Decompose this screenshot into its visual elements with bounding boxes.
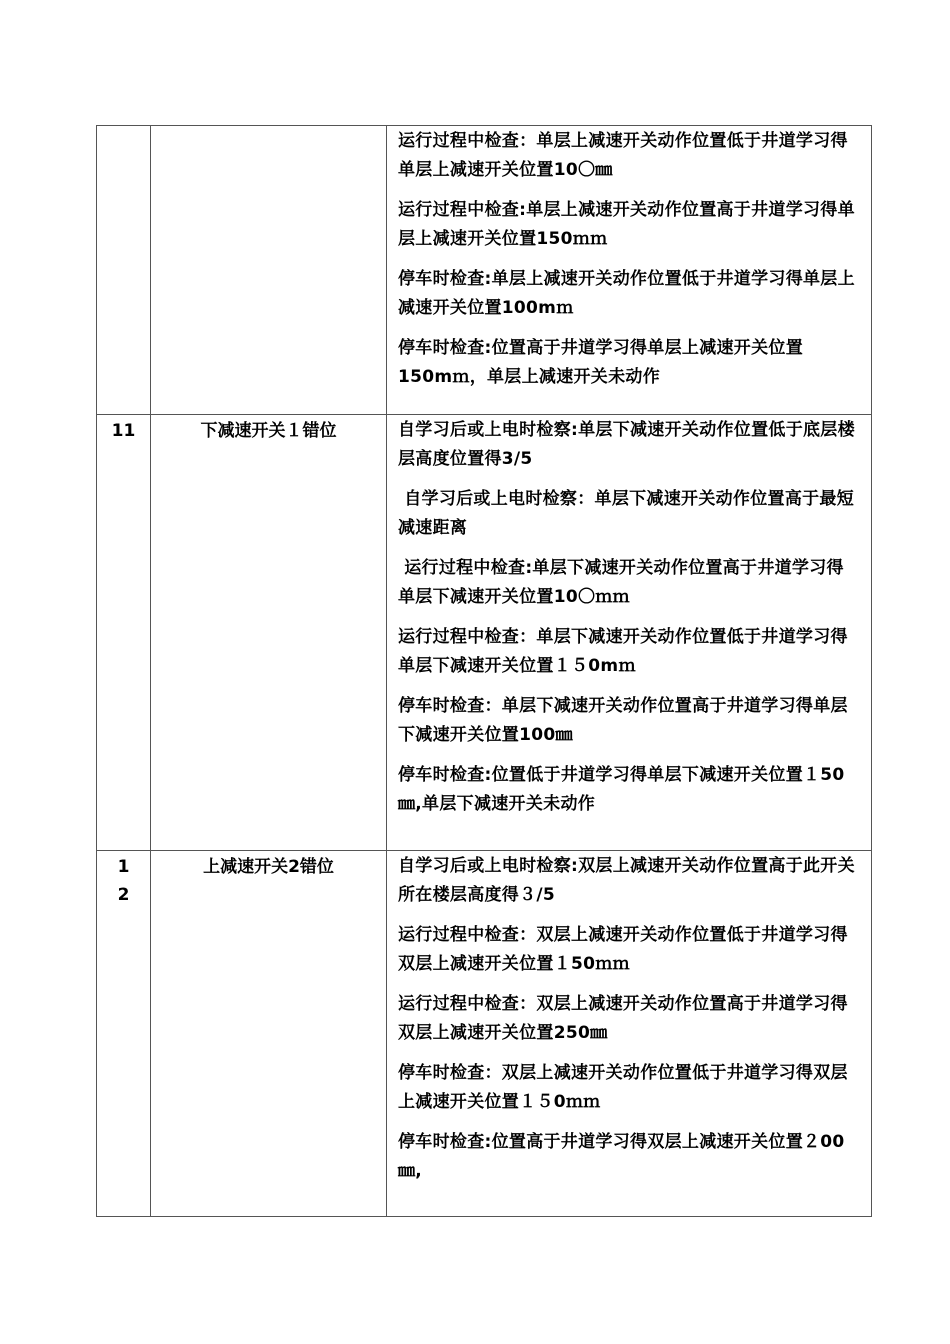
description-item: 运行过程中检查:单层下减速开关动作位置高于井道学习得单层下减速开关位置10〇ｍｍ — [398, 558, 844, 607]
description-item: 运行过程中检查:单层上减速开关动作位置高于井道学习得单层上减速开关位置150ｍｍ — [398, 200, 855, 249]
description-cell — [387, 415, 872, 851]
description-item: 停车时检查:位置高于井道学习得单层上减速开关位置150mｍ，单层上减速开关未动作 — [398, 338, 803, 387]
row-number-cell — [97, 126, 151, 415]
row-number-cell: 1 2 — [97, 851, 151, 1217]
description-item: 停车时检查：单层下减速开关动作位置高于井道学习得单层下减速开关位置100㎜ — [398, 696, 848, 745]
row-number-cell: 11 — [97, 415, 151, 851]
description-item: 停车时检查：双层上减速开关动作位置低于井道学习得双层上减速开关位置１５0ｍｍ — [398, 1063, 848, 1112]
fault-table — [96, 125, 872, 1217]
description-item: 自学习后或上电时检察:双层上减速开关动作位置高于此开关所在楼层高度得３/5 — [398, 856, 855, 905]
description-cell — [387, 126, 872, 415]
description-item: 自学习后或上电时检察：单层下减速开关动作位置高于最短减速距离 — [398, 489, 855, 538]
fault-name-cell — [151, 126, 387, 415]
description-item: 运行过程中检查：单层上减速开关动作位置低于井道学习得单层上减速开关位置10〇㎜ — [398, 131, 848, 180]
description-cell — [387, 851, 872, 1217]
table-row — [97, 415, 872, 851]
description-item: 运行过程中检查：双层上减速开关动作位置高于井道学习得双层上减速开关位置250㎜ — [398, 994, 848, 1043]
fault-name-cell: 下减速开关１错位 — [151, 415, 387, 851]
fault-name-cell: 上减速开关2错位 — [151, 851, 387, 1217]
description-item: 自学习后或上电时检察:单层下减速开关动作位置低于底层楼层高度位置得3/5 — [398, 420, 855, 469]
description-item: 停车时检查:位置高于井道学习得双层上减速开关位置２00㎜, — [398, 1132, 845, 1181]
description-item: 运行过程中检查：双层上减速开关动作位置低于井道学习得双层上减速开关位置１50ｍｍ — [398, 925, 848, 974]
description-item: 停车时检查:位置低于井道学习得单层下减速开关位置１50㎜,单层下减速开关未动作 — [398, 765, 845, 814]
table-row — [97, 851, 872, 1217]
table-row — [97, 126, 872, 415]
description-item: 停车时检查:单层上减速开关动作位置低于井道学习得单层上减速开关位置100mｍ — [398, 269, 855, 318]
description-item: 运行过程中检查：单层下减速开关动作位置低于井道学习得单层下减速开关位置１５0mｍ — [398, 627, 848, 676]
